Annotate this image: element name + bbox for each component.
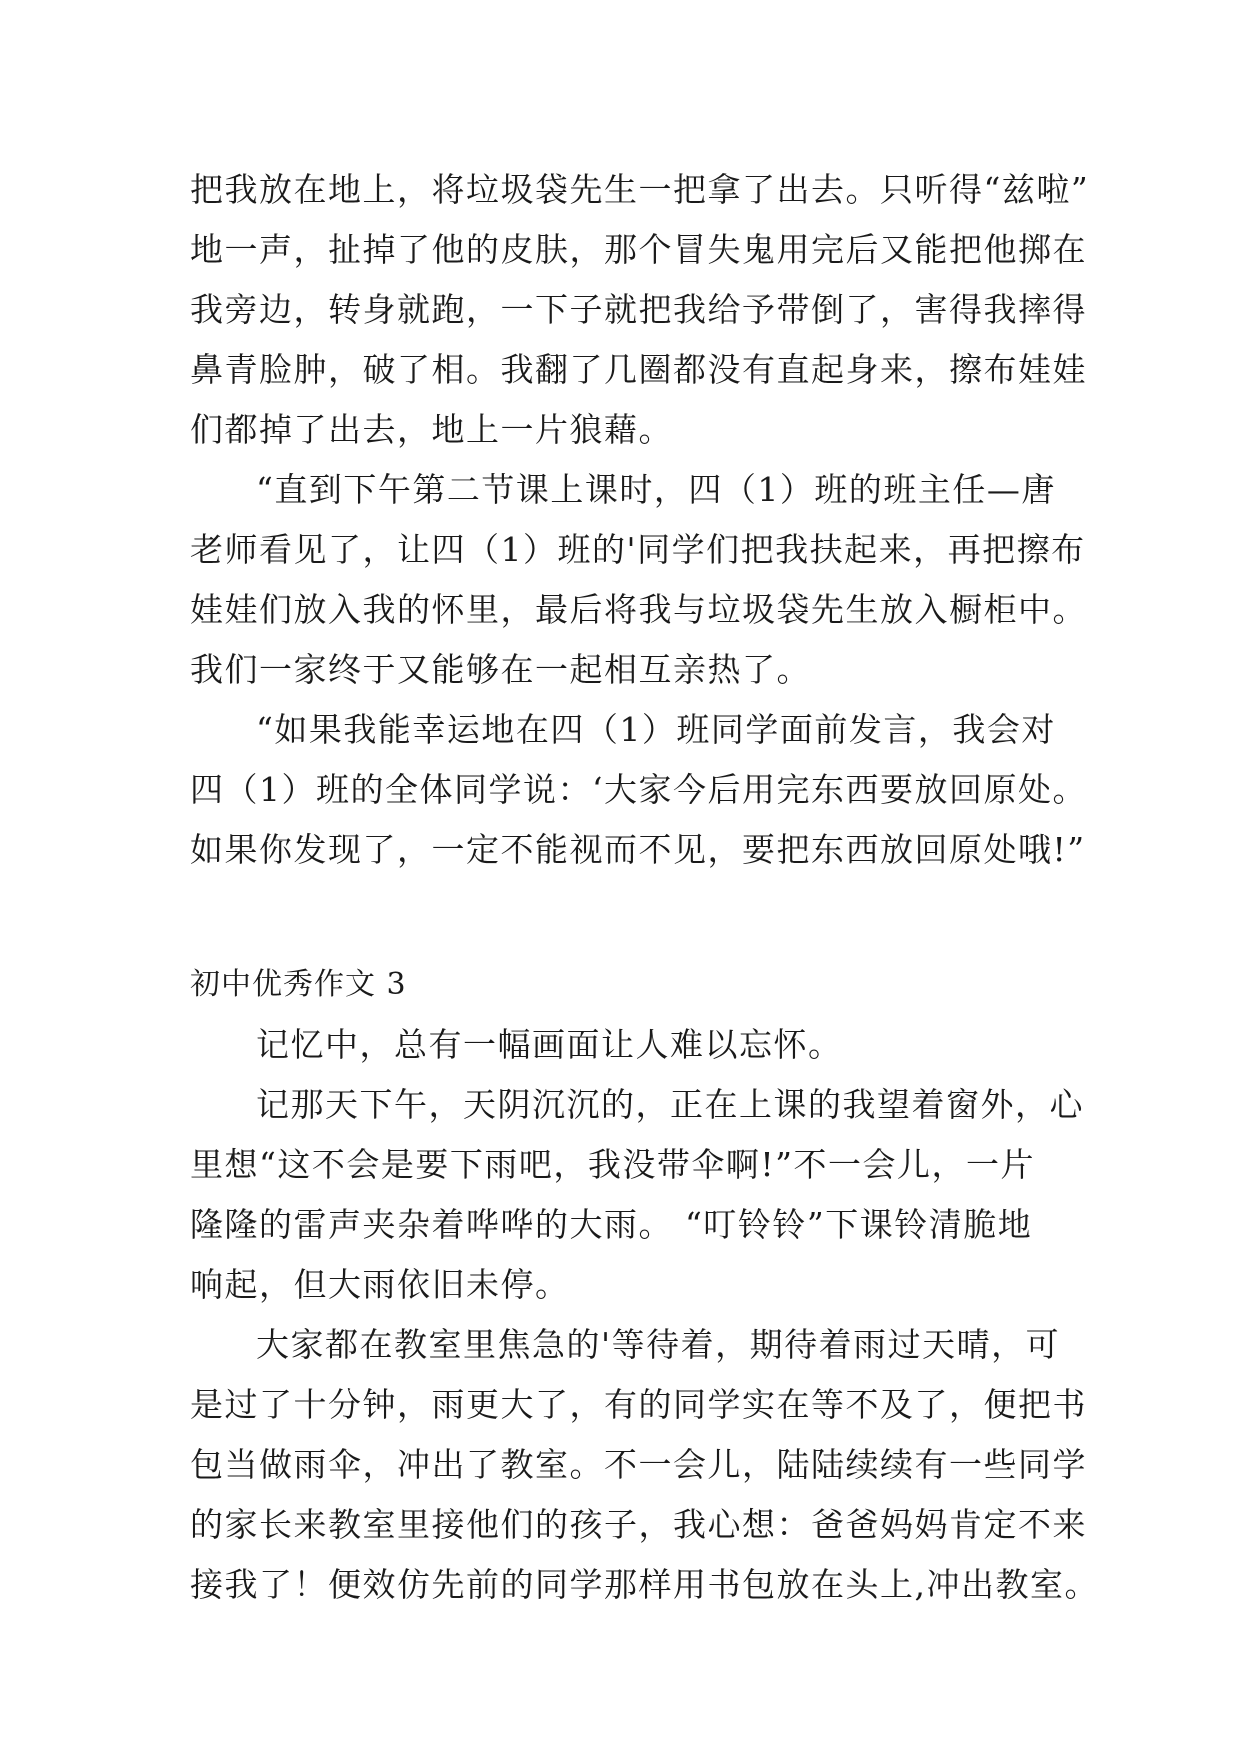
text-line: 大家都在教室里焦急的'等待着，期待着雨过天晴，可: [256, 1325, 1061, 1364]
text-line: 接我了！便效仿先前的同学那样用书包放在头上,冲出教室。: [190, 1565, 1099, 1604]
text-line: 的家长来教室里接他们的孩子，我心想：爸爸妈妈肯定不来: [190, 1505, 1087, 1544]
text-line: “如果我能幸运地在四（1）班同学面前发言，我会对: [256, 710, 1056, 749]
paragraph-1: [190, 160, 1090, 460]
text-line: 鼻青脸肿，破了相。我翻了几圈都没有直起身来，擦布娃娃: [190, 350, 1087, 389]
text-line: 娃娃们放入我的怀里，最后将我与垃圾袋先生放入橱柜中。: [190, 590, 1087, 629]
paragraph-2: [190, 460, 1087, 700]
document-page: [190, 160, 1099, 1615]
text-line: 地一声，扯掉了他的皮肤，那个冒失鬼用完后又能把他掷在: [190, 230, 1087, 269]
text-line: 们都掉了出去，地上一片狼藉。: [190, 410, 673, 449]
text-line: “直到下午第二节课上课时，四（1）班的班主任—唐: [256, 470, 1056, 509]
essay-section-continued: [190, 160, 1090, 880]
text-line: 我旁边，转身就跑，一下子就把我给予带倒了，害得我摔得: [190, 290, 1087, 329]
essay-section-3: [190, 955, 1099, 1615]
paragraph-6: [190, 1315, 1099, 1615]
text-line: 老师看见了，让四（1）班的'同学们把我扶起来，再把擦布: [190, 530, 1086, 569]
essay-title: 初中优秀作文 3: [190, 967, 407, 1002]
text-line: 如果你发现了，一定不能视而不见，要把东西放回原处哦!”: [190, 830, 1086, 869]
text-line: 响起，但大雨依旧未停。: [190, 1265, 570, 1304]
text-line: 我们一家终于又能够在一起相互亲热了。: [190, 650, 811, 689]
section-gap: [190, 880, 1060, 955]
paragraph-3: [190, 700, 1087, 880]
text-line: 记那天下午，天阴沉沉的，正在上课的我望着窗外，心: [256, 1085, 1084, 1124]
text-line: 隆隆的雷声夹杂着哗哗的大雨。 “叮铃铃”下课铃清脆地: [190, 1205, 1033, 1244]
paragraph-5: [190, 1075, 1084, 1315]
text-line: 包当做雨伞，冲出了教室。不一会儿，陆陆续续有一些同学: [190, 1445, 1087, 1484]
paragraph-4: [190, 1015, 1060, 1075]
text-line: 里想“这不会是要下雨吧，我没带伞啊!”不一会儿，一片: [190, 1145, 1036, 1184]
text-line: 把我放在地上，将垃圾袋先生一把拿了出去。只听得“兹啦”: [190, 170, 1090, 209]
text-line: 四（1）班的全体同学说：‘大家今后用完东西要放回原处。: [190, 770, 1087, 809]
text-line: 记忆中，总有一幅画面让人难以忘怀。: [256, 1025, 843, 1064]
text-line: 是过了十分钟，雨更大了，有的同学实在等不及了，便把书: [190, 1385, 1087, 1424]
